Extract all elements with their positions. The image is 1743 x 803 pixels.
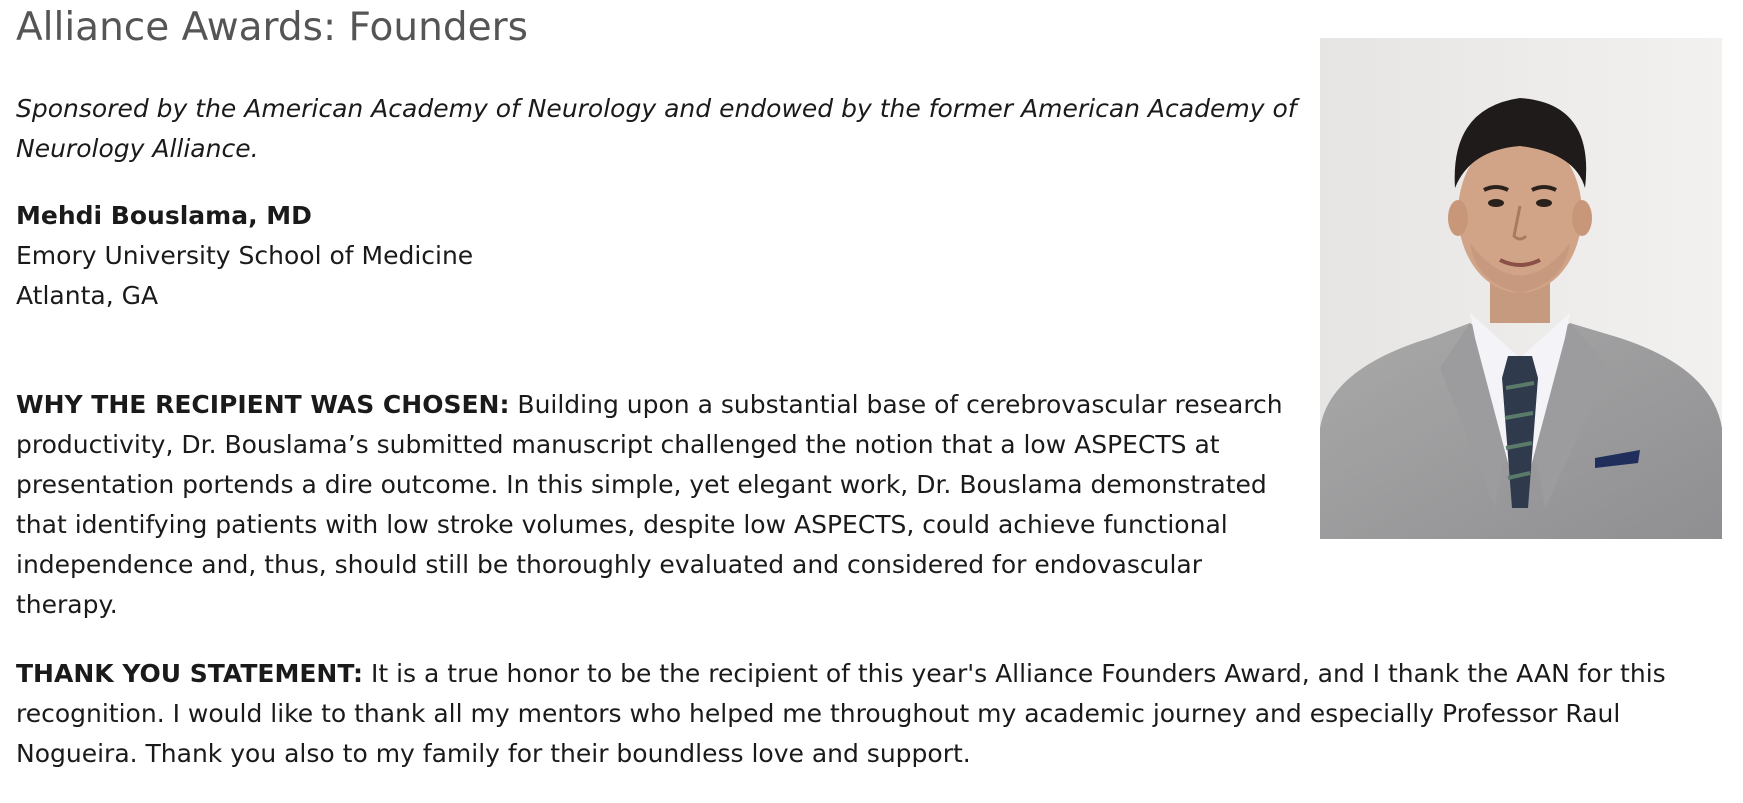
recipient-location: Atlanta, GA	[16, 281, 159, 310]
why-chosen-section	[16, 385, 1291, 625]
recipient-info	[16, 196, 1016, 316]
thank-you-text: It is a true honor to be the recipient of this year's Alliance Founders Award, and I thank the AAN for this recognition. I would like to thank all my mentors who helped me throughout my academic journey and especially Professor Raul Nogueira. Thank you also to my family for their boundless love and support.	[16, 659, 1666, 768]
thank-you-label: THANK YOU STATEMENT:	[16, 659, 364, 688]
recipient-name: Mehdi Bouslama, MD	[16, 201, 312, 230]
thank-you-section	[16, 654, 1716, 774]
sponsor-note: Sponsored by the American Academy of Neurology and endowed by the former American Academy of Neurology Alliance.	[16, 94, 1297, 163]
page-title: Alliance Awards: Founders	[16, 5, 528, 50]
why-chosen-text: Building upon a substantial base of cerebrovascular research productivity, Dr. Bouslama’s submitted manuscript challenged the notion that a low ASPECTS at presentation portends a dire outcome. In this simple, yet elegant work, Dr. Bouslama demonstrated that identifying patients with low stroke volumes, despite low ASPECTS, could achieve functional independence and, thus, should still be thoroughly evaluated and considered for endovascular therapy.	[16, 390, 1283, 619]
why-chosen-label: WHY THE RECIPIENT WAS CHOSEN:	[16, 390, 510, 419]
recipient-photo	[1320, 38, 1722, 539]
recipient-institution: Emory University School of Medicine	[16, 241, 474, 270]
